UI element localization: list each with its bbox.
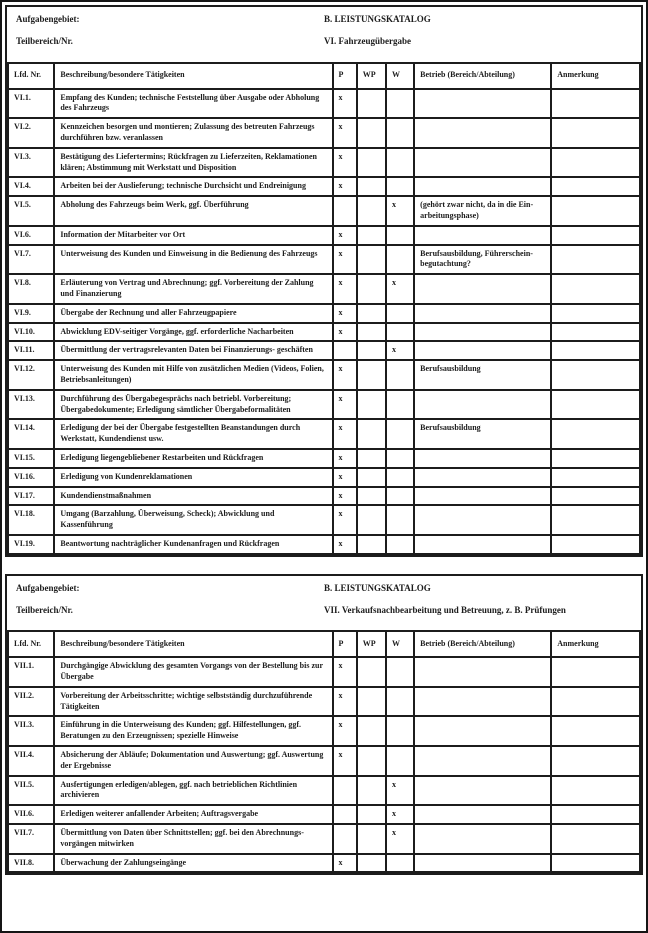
betrieb-cell xyxy=(414,746,551,776)
col-header-betrieb: Betrieb (Bereich/Abteilung) xyxy=(414,631,551,657)
row-number-cell: VI.1. xyxy=(8,89,54,119)
description-cell: Erledigung von Kundenreklamationen xyxy=(54,468,332,487)
anmerkung-cell xyxy=(551,487,640,506)
betrieb-cell xyxy=(414,304,551,323)
row-number-cell: VII.3. xyxy=(8,716,54,746)
p-mark-cell: x xyxy=(333,390,357,420)
row-number-cell: VII.1. xyxy=(8,657,54,687)
w-mark-cell xyxy=(386,177,414,196)
training-plan-table-1 xyxy=(5,5,643,557)
table-row xyxy=(8,716,640,746)
wp-mark-cell xyxy=(357,419,386,449)
col-header-wp: WP xyxy=(357,63,386,89)
row-number-cell: VI.18. xyxy=(8,505,54,535)
col-header-w: W xyxy=(386,63,414,89)
p-mark-cell: x xyxy=(333,468,357,487)
wp-mark-cell xyxy=(357,341,386,360)
w-mark-cell: x xyxy=(386,274,414,304)
anmerkung-cell xyxy=(551,323,640,342)
w-mark-cell xyxy=(386,419,414,449)
w-mark-cell: x xyxy=(386,196,414,226)
col-header-betrieb: Betrieb (Bereich/Abteilung) xyxy=(414,63,551,89)
table-1-body xyxy=(8,89,640,554)
p-mark-cell: x xyxy=(333,148,357,178)
anmerkung-cell xyxy=(551,505,640,535)
p-mark-cell xyxy=(333,776,357,806)
anmerkung-cell xyxy=(551,449,640,468)
description-cell: Ausfertigungen erledigen/ablegen, ggf. nach betrieblichen Richtlinien archivieren xyxy=(54,776,332,806)
w-mark-cell xyxy=(386,148,414,178)
anmerkung-cell xyxy=(551,118,640,148)
betrieb-cell: Berufsausbildung xyxy=(414,419,551,449)
row-number-cell: VII.8. xyxy=(8,854,54,873)
table-row xyxy=(8,148,640,178)
anmerkung-cell xyxy=(551,419,640,449)
row-number-cell: VI.2. xyxy=(8,118,54,148)
p-mark-cell: x xyxy=(333,657,357,687)
description-cell: Erläuterung von Vertrag und Abrechnung; ggf. Vorbereitung der Zahlung und Finanzierung xyxy=(54,274,332,304)
w-mark-cell xyxy=(386,226,414,245)
betrieb-cell xyxy=(414,657,551,687)
betrieb-cell xyxy=(414,390,551,420)
table-row xyxy=(8,449,640,468)
wp-mark-cell xyxy=(357,360,386,390)
table-2-body xyxy=(8,657,640,872)
wp-mark-cell xyxy=(357,468,386,487)
description-cell: Unterweisung des Kunden und Einweisung in die Bedienung des Fahrzeugs xyxy=(54,245,332,275)
betrieb-cell xyxy=(414,148,551,178)
table-row xyxy=(8,824,640,854)
betrieb-cell xyxy=(414,323,551,342)
row-number-cell: VI.16. xyxy=(8,468,54,487)
aufgabengebiet-label: Aufgabengebiet: xyxy=(16,582,80,593)
description-cell: Umgang (Barzahlung, Überweisung, Scheck); Abwicklung und Kassenführung xyxy=(54,505,332,535)
w-mark-cell xyxy=(386,245,414,275)
betrieb-cell xyxy=(414,118,551,148)
w-mark-cell xyxy=(386,360,414,390)
anmerkung-cell xyxy=(551,746,640,776)
wp-mark-cell xyxy=(357,118,386,148)
w-mark-cell xyxy=(386,118,414,148)
anmerkung-cell xyxy=(551,854,640,873)
betrieb-cell xyxy=(414,824,551,854)
p-mark-cell xyxy=(333,824,357,854)
row-number-cell: VI.4. xyxy=(8,177,54,196)
wp-mark-cell xyxy=(357,148,386,178)
description-cell: Information der Mitarbeiter vor Ort xyxy=(54,226,332,245)
wp-mark-cell xyxy=(357,805,386,824)
w-mark-cell xyxy=(386,487,414,506)
anmerkung-cell xyxy=(551,390,640,420)
row-number-cell: VII.6. xyxy=(8,805,54,824)
anmerkung-cell xyxy=(551,274,640,304)
wp-mark-cell xyxy=(357,89,386,119)
table-row xyxy=(8,419,640,449)
row-number-cell: VII.2. xyxy=(8,687,54,717)
w-mark-cell: x xyxy=(386,776,414,806)
w-mark-cell xyxy=(386,468,414,487)
w-mark-cell xyxy=(386,449,414,468)
w-mark-cell xyxy=(386,89,414,119)
wp-mark-cell xyxy=(357,746,386,776)
description-cell: Arbeiten bei der Auslieferung; technische Durchsicht und Endreinigung xyxy=(54,177,332,196)
col-header-lfd-nr: Lfd. Nr. xyxy=(8,631,54,657)
description-cell: Bestätigung des Liefertermins; Rückfragen zu Lieferzeiten, Reklamationen klären; Abstimmung mit Werkstatt und Disposition xyxy=(54,148,332,178)
anmerkung-cell xyxy=(551,776,640,806)
table-row xyxy=(8,687,640,717)
table-row xyxy=(8,468,640,487)
anmerkung-cell xyxy=(551,716,640,746)
table-row xyxy=(8,341,640,360)
wp-mark-cell xyxy=(357,304,386,323)
row-number-cell: VI.10. xyxy=(8,323,54,342)
wp-mark-cell xyxy=(357,323,386,342)
col-header-anmerkung: Anmerkung xyxy=(551,63,640,89)
row-number-cell: VI.15. xyxy=(8,449,54,468)
p-mark-cell: x xyxy=(333,487,357,506)
betrieb-cell xyxy=(414,505,551,535)
betrieb-cell xyxy=(414,805,551,824)
meta-left-column xyxy=(16,14,324,58)
table-row xyxy=(8,657,640,687)
section-title-heading: VII. Verkaufsnachbearbeitung und Betreuung, z. B. Prüfungen xyxy=(324,604,566,615)
description-cell: Übermittlung der vertragsrelevanten Daten bei Finanzierungs- geschäften xyxy=(54,341,332,360)
p-mark-cell: x xyxy=(333,226,357,245)
row-number-cell: VI.8. xyxy=(8,274,54,304)
description-cell: Abwicklung EDV-seitiger Vorgänge, ggf. erforderliche Nacharbeiten xyxy=(54,323,332,342)
p-mark-cell: x xyxy=(333,419,357,449)
training-plan-table-2 xyxy=(5,574,643,876)
p-mark-cell: x xyxy=(333,304,357,323)
section-letter-heading: B. LEISTUNGSKATALOG xyxy=(324,582,431,593)
col-header-p: P xyxy=(333,631,357,657)
p-mark-cell: x xyxy=(333,245,357,275)
p-mark-cell xyxy=(333,196,357,226)
wp-mark-cell xyxy=(357,505,386,535)
row-number-cell: VI.19. xyxy=(8,535,54,554)
checklist-grid-1 xyxy=(7,62,641,555)
p-mark-cell: x xyxy=(333,854,357,873)
col-header-wp: WP xyxy=(357,631,386,657)
anmerkung-cell xyxy=(551,657,640,687)
row-number-cell: VI.12. xyxy=(8,360,54,390)
meta-left-column xyxy=(16,583,324,627)
w-mark-cell: x xyxy=(386,824,414,854)
description-cell: Kennzeichen besorgen und montieren; Zulassung des betreuten Fahrzeugs durchführen bzw. veranlassen xyxy=(54,118,332,148)
row-number-cell: VI.11. xyxy=(8,341,54,360)
meta-right-column xyxy=(324,583,632,627)
betrieb-cell xyxy=(414,687,551,717)
wp-mark-cell xyxy=(357,824,386,854)
p-mark-cell: x xyxy=(333,89,357,119)
anmerkung-cell xyxy=(551,341,640,360)
table-row xyxy=(8,304,640,323)
betrieb-cell xyxy=(414,341,551,360)
description-cell: Übermittlung von Daten über Schnittstellen; ggf. bei den Abrechnungs- vorgängen mitwirken xyxy=(54,824,332,854)
row-number-cell: VI.6. xyxy=(8,226,54,245)
p-mark-cell: x xyxy=(333,687,357,717)
table-row xyxy=(8,226,640,245)
description-cell: Kundendienstmaßnahmen xyxy=(54,487,332,506)
betrieb-cell xyxy=(414,226,551,245)
row-number-cell: VII.5. xyxy=(8,776,54,806)
row-number-cell: VI.14. xyxy=(8,419,54,449)
betrieb-cell xyxy=(414,776,551,806)
w-mark-cell xyxy=(386,746,414,776)
betrieb-cell xyxy=(414,449,551,468)
anmerkung-cell xyxy=(551,89,640,119)
table-row xyxy=(8,196,640,226)
anmerkung-cell xyxy=(551,687,640,717)
anmerkung-cell xyxy=(551,468,640,487)
table-row xyxy=(8,323,640,342)
w-mark-cell xyxy=(386,716,414,746)
description-cell: Einführung in die Unterweisung des Kunden; ggf. Hilfestellungen, ggf. Beratungen zu den Erzeugnissen; spezielle Hinweise xyxy=(54,716,332,746)
anmerkung-cell xyxy=(551,245,640,275)
w-mark-cell xyxy=(386,505,414,535)
betrieb-cell: (gehört zwar nicht, da in die Ein- arbeitungsphase) xyxy=(414,196,551,226)
betrieb-cell xyxy=(414,468,551,487)
description-cell: Vorbereitung der Arbeitsschritte; wichtige selbstständig durchzuführende Tätigkeiten xyxy=(54,687,332,717)
description-cell: Überwachung der Zahlungseingänge xyxy=(54,854,332,873)
wp-mark-cell xyxy=(357,487,386,506)
table-row xyxy=(8,274,640,304)
table-row xyxy=(8,177,640,196)
wp-mark-cell xyxy=(357,449,386,468)
anmerkung-cell xyxy=(551,177,640,196)
description-cell: Erledigen weiterer anfallender Arbeiten; Auftragsvergabe xyxy=(54,805,332,824)
row-number-cell: VI.7. xyxy=(8,245,54,275)
p-mark-cell: x xyxy=(333,746,357,776)
wp-mark-cell xyxy=(357,776,386,806)
table-row xyxy=(8,245,640,275)
description-cell: Erledigung der bei der Übergabe festgestellten Beanstandungen durch Werkstatt, Kundendienst usw. xyxy=(54,419,332,449)
wp-mark-cell xyxy=(357,274,386,304)
anmerkung-cell xyxy=(551,226,640,245)
col-header-beschreibung: Beschreibung/besondere Tätigkeiten xyxy=(54,63,332,89)
table-2-meta-header xyxy=(7,576,641,631)
wp-mark-cell xyxy=(357,245,386,275)
table-row xyxy=(8,360,640,390)
teilbereich-label: Teilbereich/Nr. xyxy=(16,35,73,46)
w-mark-cell xyxy=(386,657,414,687)
betrieb-cell: Berufsausbildung xyxy=(414,360,551,390)
w-mark-cell xyxy=(386,535,414,554)
description-cell: Übergabe der Rechnung und aller Fahrzeugpapiere xyxy=(54,304,332,323)
betrieb-cell xyxy=(414,89,551,119)
checklist-grid-2 xyxy=(7,630,641,873)
table-row xyxy=(8,118,640,148)
col-header-lfd-nr: Lfd. Nr. xyxy=(8,63,54,89)
wp-mark-cell xyxy=(357,716,386,746)
p-mark-cell: x xyxy=(333,274,357,304)
table-row xyxy=(8,746,640,776)
p-mark-cell: x xyxy=(333,323,357,342)
anmerkung-cell xyxy=(551,360,640,390)
aufgabengebiet-label: Aufgabengebiet: xyxy=(16,14,80,24)
wp-mark-cell xyxy=(357,687,386,717)
table-row xyxy=(8,487,640,506)
p-mark-cell xyxy=(333,341,357,360)
col-header-anmerkung: Anmerkung xyxy=(551,631,640,657)
row-number-cell: VI.9. xyxy=(8,304,54,323)
anmerkung-cell xyxy=(551,535,640,554)
betrieb-cell: Berufsausbildung, Führerschein- begutachtung? xyxy=(414,245,551,275)
table-row xyxy=(8,505,640,535)
teilbereich-label: Teilbereich/Nr. xyxy=(16,604,73,615)
row-number-cell: VII.4. xyxy=(8,746,54,776)
anmerkung-cell xyxy=(551,805,640,824)
description-cell: Beantwortung nachträglicher Kundenanfragen und Rückfragen xyxy=(54,535,332,554)
betrieb-cell xyxy=(414,535,551,554)
anmerkung-cell xyxy=(551,148,640,178)
col-header-beschreibung: Beschreibung/besondere Tätigkeiten xyxy=(54,631,332,657)
betrieb-cell xyxy=(414,487,551,506)
row-number-cell: VI.13. xyxy=(8,390,54,420)
p-mark-cell: x xyxy=(333,505,357,535)
w-mark-cell xyxy=(386,854,414,873)
section-letter-heading: B. LEISTUNGSKATALOG xyxy=(324,14,431,24)
wp-mark-cell xyxy=(357,390,386,420)
p-mark-cell xyxy=(333,805,357,824)
w-mark-cell xyxy=(386,390,414,420)
col-header-w: W xyxy=(386,631,414,657)
w-mark-cell: x xyxy=(386,341,414,360)
betrieb-cell xyxy=(414,177,551,196)
description-cell: Abholung des Fahrzeugs beim Werk, ggf. Überführung xyxy=(54,196,332,226)
w-mark-cell: x xyxy=(386,805,414,824)
table-row xyxy=(8,390,640,420)
p-mark-cell: x xyxy=(333,535,357,554)
wp-mark-cell xyxy=(357,226,386,245)
wp-mark-cell xyxy=(357,854,386,873)
table-row xyxy=(8,535,640,554)
description-cell: Unterweisung des Kunden mit Hilfe von zusätzlichen Medien (Videos, Folien, Betriebsanleitungen) xyxy=(54,360,332,390)
wp-mark-cell xyxy=(357,657,386,687)
p-mark-cell: x xyxy=(333,449,357,468)
table-row xyxy=(8,89,640,119)
meta-right-column xyxy=(324,14,632,58)
w-mark-cell xyxy=(386,323,414,342)
description-cell: Empfang des Kunden; technische Feststellung über Ausgabe oder Abholung des Fahrzeugs xyxy=(54,89,332,119)
row-number-cell: VI.3. xyxy=(8,148,54,178)
wp-mark-cell xyxy=(357,535,386,554)
table-row xyxy=(8,854,640,873)
w-mark-cell xyxy=(386,304,414,323)
description-cell: Durchgängige Abwicklung des gesamten Vorgangs von der Bestellung bis zur Übergabe xyxy=(54,657,332,687)
row-number-cell: VII.7. xyxy=(8,824,54,854)
p-mark-cell: x xyxy=(333,360,357,390)
col-header-p: P xyxy=(333,63,357,89)
row-number-cell: VI.17. xyxy=(8,487,54,506)
description-cell: Durchführung des Übergabegesprächs nach betriebl. Vorbereitung; Übergabedokumente; Erledigung sämtlicher Übergabeformalitäten xyxy=(54,390,332,420)
w-mark-cell xyxy=(386,687,414,717)
betrieb-cell xyxy=(414,274,551,304)
column-header-row xyxy=(8,63,640,89)
row-number-cell: VI.5. xyxy=(8,196,54,226)
table-1-meta-header xyxy=(7,7,641,62)
table-row xyxy=(8,776,640,806)
description-cell: Erledigung liegengebliebener Restarbeiten und Rückfragen xyxy=(54,449,332,468)
table-row xyxy=(8,805,640,824)
p-mark-cell: x xyxy=(333,716,357,746)
betrieb-cell xyxy=(414,716,551,746)
wp-mark-cell xyxy=(357,196,386,226)
anmerkung-cell xyxy=(551,824,640,854)
anmerkung-cell xyxy=(551,196,640,226)
p-mark-cell: x xyxy=(333,118,357,148)
description-cell: Absicherung der Abläufe; Dokumentation und Auswertung; ggf. Auswertung der Ergebnisse xyxy=(54,746,332,776)
wp-mark-cell xyxy=(357,177,386,196)
section-title-heading: VI. Fahrzeugübergabe xyxy=(324,35,411,46)
betrieb-cell xyxy=(414,854,551,873)
p-mark-cell: x xyxy=(333,177,357,196)
anmerkung-cell xyxy=(551,304,640,323)
column-header-row xyxy=(8,631,640,657)
